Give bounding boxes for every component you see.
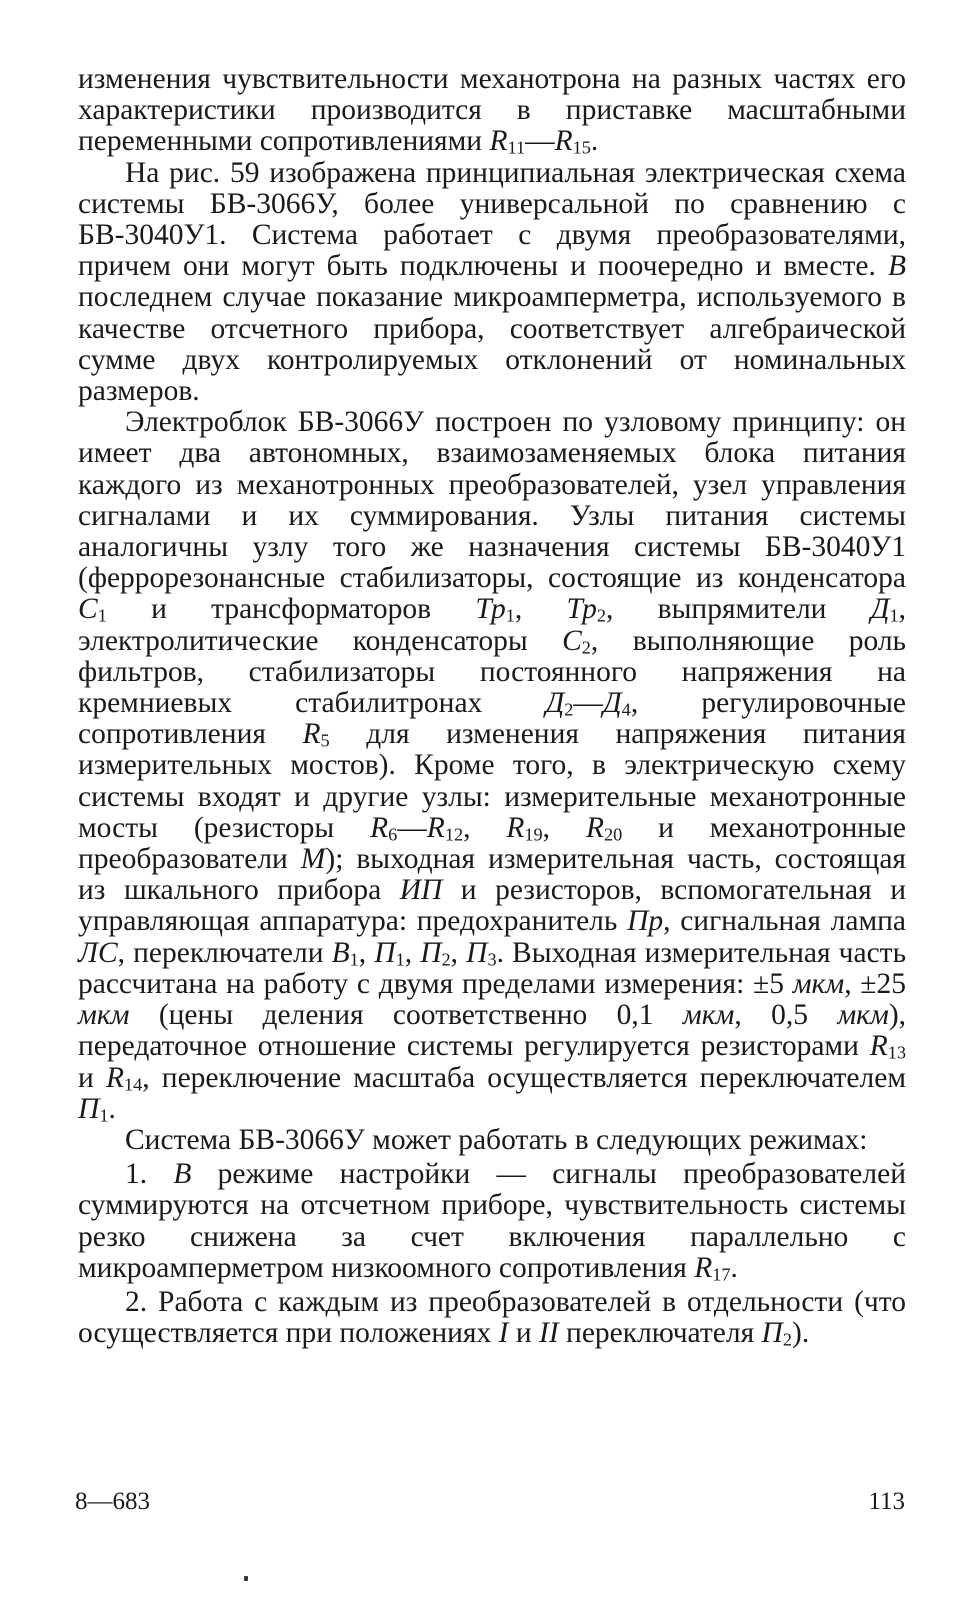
list-item-2: 2. Работа с каждым из преобразователей в отдельности (что осуществляется при положениях I и II переключателя $П_2$). [78, 1285, 906, 1350]
list-item-1: 1. В режиме настройки — сигналы преобразователей суммируются на отсчетном приборе, чувствительность системы резко снижена за счет включения параллельно с микроамперметром низкоомного сопротивления $R_{17}$. [78, 1158, 906, 1285]
paragraph-2: На рис. 59 изображена принципиальная электрическая схема системы БВ-3066У, более универсальной по сравнению с БВ-3040У1. Система работает с двумя преобразователями, причем они могут быть подключены и поочередно и вместе. В последнем случае показание микроамперметра, используемого в качестве отсчетного прибора, соответствует алгебраической сумме двух контролируемых отклонений от номинальных размеров. [78, 156, 906, 408]
paragraph-4: Система БВ-3066У может работать в следующих режимах: [125, 1123, 868, 1156]
paragraph-3: Электроблок БВ-3066У построен по узловому принципу: он имеет два автономных, взаимозаменяемых блока питания каждого из механотронных преобразователей, узел управления сигналами и их суммирования. Узлы питания системы аналогичны узлу того же назначения системы БВ-3040У1 (феррорезонансные стабилизаторы, состоящие из конденсатора $С_1$ и трансформаторов $Тр_1$, $Тр_2$, выпрямители $Д_1$, электролитические конденсаторы $С_2$, выполняющие роль фильтров, стабилизаторы постоянного напряжения на кремниевых стабилитронах $Д_2—Д_4$, регулировочные сопротивления $R_5$ для изменения напряжения питания измерительных мостов). Кроме того, в электрическую схему системы входят и другие узлы: измерительные механотронные мосты (резисторы $R_6—R_{12}$, $R_{19}$, $R_{20}$ и механотронные преобразователи М); выходная измерительная часть, состоящая из шкального прибора ИП и резисторов, вспомогательная и управляющая аппаратура: предохранитель Пр, сигнальная лампа ЛС, переключатели $В_1$, $П_1$, $П_2$, $П_3$. Выходная измерительная часть рассчитана на работу с двумя пределами измерения: ±5 мкм, ±25 мкм (цены деления соответственно 0,1 мкм, 0,5 мкм), передаточное отношение системы регулируется резисторами $R_{13}$ и $R_{14}$, переключение масштаба осуществляется переключателем $П_1$. [78, 406, 907, 1126]
page-number: 113 [868, 1488, 905, 1515]
body-text [78, 64, 906, 1349]
printer-signature: 8—683 [75, 1488, 150, 1515]
paragraph-1: изменения чувствительности механотрона на разных частях его характеристики производится в приставке масштабными переменными сопротивлениями $R_{11}—R_{15}$. [78, 63, 906, 159]
ink-speck [244, 1576, 248, 1581]
